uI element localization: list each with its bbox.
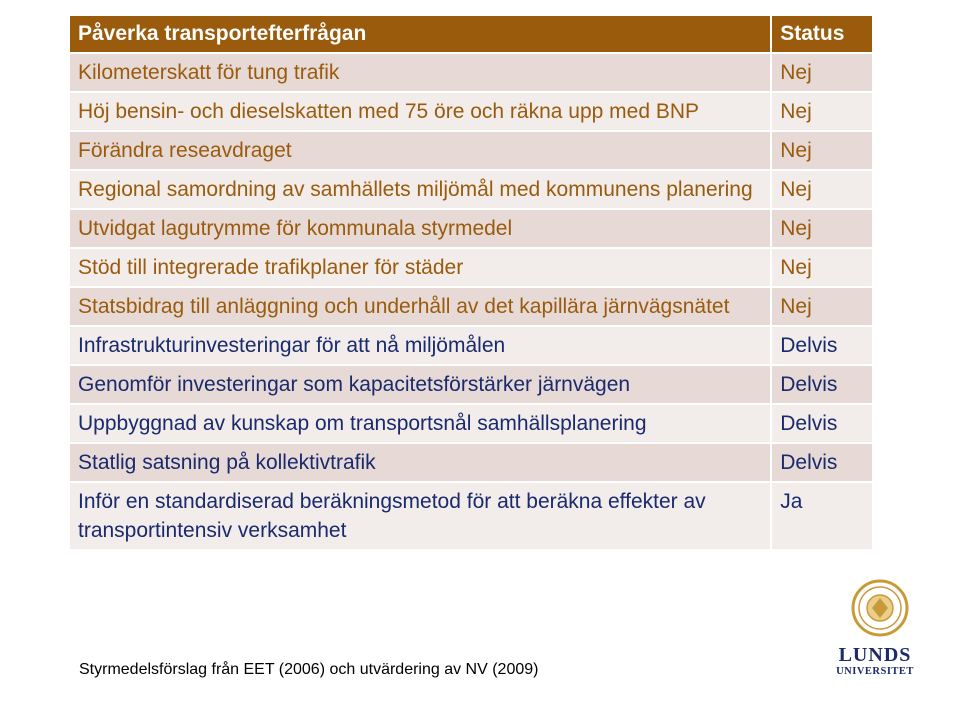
status-cell: Nej (771, 248, 873, 287)
status-cell: Nej (771, 209, 873, 248)
measure-cell: Höj bensin- och dieselskatten med 75 öre och räkna upp med BNP (69, 92, 771, 131)
measure-cell: Utvidgat lagutrymme för kommunala styrmedel (69, 209, 771, 248)
logo-main-text: LUNDS (838, 644, 912, 666)
status-cell: Nej (771, 170, 873, 209)
table-row (69, 209, 873, 248)
status-cell: Ja (771, 482, 873, 550)
measures-table (68, 14, 874, 551)
table-row (69, 53, 873, 92)
table-row (69, 326, 873, 365)
status-cell: Nej (771, 53, 873, 92)
logo-sub-text: UNIVERSITET (836, 666, 914, 677)
status-cell: Delvis (771, 326, 873, 365)
measure-cell: Statsbidrag till anläggning och underhåll av det kapillära järnvägsnätet (69, 287, 771, 326)
measure-cell: Genomför investeringar som kapacitetsförstärker järnvägen (69, 365, 771, 404)
measure-cell: Kilometerskatt för tung trafik (69, 53, 771, 92)
table-row (69, 443, 873, 482)
table-row (69, 482, 873, 550)
status-cell: Delvis (771, 404, 873, 443)
table-header-row (69, 15, 873, 53)
measure-cell: Stöd till integrerade trafikplaner för städer (69, 248, 771, 287)
measure-cell: Statlig satsning på kollektivtrafik (69, 443, 771, 482)
table-row (69, 287, 873, 326)
measure-cell: Förändra reseavdraget (69, 131, 771, 170)
measure-cell: Inför en standardiserad beräkningsmetod för att beräkna effekter av transportintensiv verksamhet (69, 482, 771, 550)
measure-cell: Infrastrukturinvesteringar för att nå miljömålen (69, 326, 771, 365)
table-row (69, 365, 873, 404)
measure-cell: Uppbyggnad av kunskap om transportsnål samhällsplanering (69, 404, 771, 443)
header-status: Status (771, 15, 873, 53)
status-cell: Delvis (771, 365, 873, 404)
table-row (69, 248, 873, 287)
table-row (69, 131, 873, 170)
status-cell: Nej (771, 287, 873, 326)
university-logo (832, 644, 918, 678)
measure-cell: Regional samordning av samhällets miljömål med kommunens planering (69, 170, 771, 209)
table-row (69, 92, 873, 131)
source-footnote: Styrmedelsförslag från EET (2006) och utvärdering av NV (2009) (79, 661, 539, 678)
table-row (69, 404, 873, 443)
status-cell: Nej (771, 131, 873, 170)
status-cell: Delvis (771, 443, 873, 482)
status-cell: Nej (771, 92, 873, 131)
table-row (69, 170, 873, 209)
header-measure: Påverka transportefterfrågan (69, 15, 771, 53)
